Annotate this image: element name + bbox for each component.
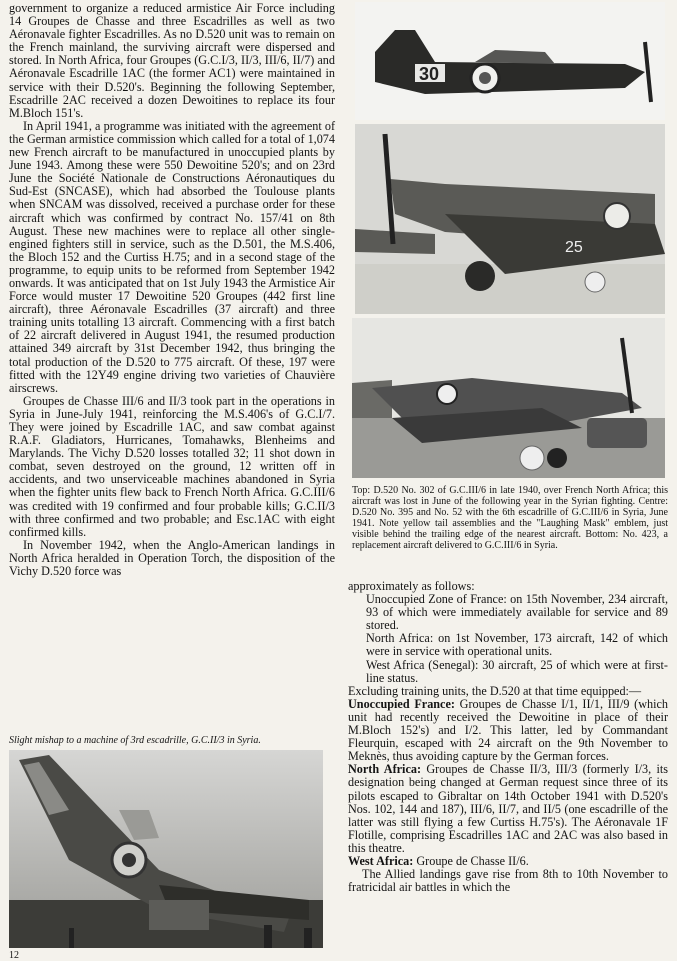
replacement-aircraft-photo	[352, 318, 665, 478]
mishap-aircraft-photo	[9, 750, 323, 948]
unit-entry-text: Groupes de Chasse I/1, II/1, III/9 (which unit had recently received the Dewoitine in place of their M.Bloch 152's) and I/2. This latter, led by Commandant Fleurquin, escaped with 24 aircraft on the 9th November to Meknès, thus avoiding capture by the German forces.	[348, 696, 669, 764]
dispositions-intro: approximately as follows:	[348, 579, 475, 593]
left-paragraph-3: Groupes de Chasse III/6 and II/3 took part in the operations in Syria in June-July 1941, reinforcing the M.S.406's of G.C.I/7. They were joined by Escadrille 1AC, and saw combat against R.A.F. Gladiators, Hurricanes, Tomahawks, Blenheims and Marylands. The Vichy D.520 losses totalled 32; 11 shot down in combat, seven destroyed on the ground, 12 written off in accidents, and two unserviceable machines abandoned in Syria when the fighter units flew back to French North Africa. G.C.III/6 was credited with 19 confirmed and four probable kills; G.C.II/3 with three confirmed and two probable; and Esc.1AC with eight confirmed kills.	[9, 393, 335, 539]
right-text-column	[348, 580, 668, 894]
mid-photo-number: 25	[565, 239, 583, 256]
unit-entry-label: West Africa:	[348, 853, 414, 868]
photos-caption: Top: D.520 No. 302 of G.C.III/6 in late 1940, over French North Africa; this aircraft was lost in June of the following year in the Syrian fighting. Centre: D.520 No. 395 and No. 52 with the 6th escadrille of G.C.III/6 in Syria, June 1941. Note yellow tail assemblies and the "Laughing Mask" emblem, just visible behind the trailing edge of the nearest aircraft. Bottom: No. 423, a replacement aircraft delivered to G.C.III/6 in Syria.	[352, 485, 668, 551]
unit-entry	[348, 763, 668, 855]
excluding-training-text: Excluding training units, the D.520 at that time equipped:—	[348, 683, 642, 698]
unit-entry-text: Groupes de Chasse II/3, III/3 (formerly I/3, its designation being changed at German request since three of its pilots escaped to Gibraltar on 14th October 1941 with D.520's Nos. 102, 144 and 187), III/6, II/7, and II/5 (one escadrille of the latter was still flying a few Curtiss H.75's). The Aéronavale 1F Flotille, comprising Escadrilles 1AC and 2AC was also based in this theatre.	[348, 762, 669, 855]
disposition-item: Unoccupied Zone of France: on 15th November, 234 aircraft, 93 of which were immediately available for service and 89 stored.	[366, 592, 668, 633]
left-photo-caption: Slight mishap to a machine of 3rd escadrille, G.C.II/3 in Syria.	[9, 735, 261, 746]
disposition-item: West Africa (Senegal): 30 aircraft, 25 of which were at first-line status.	[366, 657, 668, 685]
top-photo-number: 30	[419, 64, 440, 84]
left-paragraph-1: government to organize a reduced armistice Air Force including 14 Groupes de Chasse and three Escadrilles as well as two Aéronavale fighter Escadrilles. As no D.520 unit was to remain on the French mainland, the surviving aircraft were dispersed and stored. In North Africa, four Groupes (G.C.I/3, II/3, III/6, II/7) and Aéronavale Escadrille 1AC (the former AC1) were maintained in service with their D.520's. Beginning the following September, Escadrille 2AC received a dozen Dewoitines to replace its four M.Bloch 151's.	[9, 1, 335, 120]
final-paragraph: The Allied landings gave rise from 8th to 10th November to fratricidal air battles in which the	[348, 867, 668, 895]
unit-entry	[348, 698, 668, 763]
aircraft-in-flight-photo	[355, 2, 665, 120]
aircraft-parked-syria-photo	[355, 124, 665, 314]
disposition-item: North Africa: on 1st November, 173 aircraft, 142 of which were in service with operational units.	[366, 631, 668, 659]
page-number: 12	[9, 950, 19, 961]
unit-entry-label: North Africa:	[348, 762, 422, 777]
unit-entry-text: Groupe de Chasse II/6.	[416, 853, 529, 868]
unit-entry-label: Unoccupied France:	[348, 696, 455, 711]
left-paragraph-4: In November 1942, when the Anglo-American landings in North Africa heralded in Operation Torch, the disposition of the Vichy D.520 force was	[9, 537, 335, 579]
left-paragraph-2: In April 1941, a programme was initiated with the agreement of the German armistice commission which called for a total of 1,074 new French aircraft to be manufactured in unoccupied plants by June 1943. Among these were 550 Dewoitine 520's; and on 23rd June the Société Nationale de Constructions Aéronautiques du Sud-Est (SNCASE), which had absorbed the Toulouse plants when SNCAM was dissolved, received a purchase order for these aircraft which was confirmed by contract No. 157/41 on 8th August. These new machines were to replace all other single-engined fighters still in service, such as the D.501, the M.S.406, the Bloch 152 and the Curtiss H.75; and in a second stage of the programme, to equip units to be reformed from September 1942 onwards. It was anticipated that on 1st July 1943 the Armistice Air Force would muster 17 Dewoitine 520 Groupes (442 first line aircraft), three Aéronavale Escadrilles (37 aircraft) and three training units totalling 13 aircraft. Commencing with a first batch of 22 aircraft delivered in August 1941, the resumed production attained 349 aircraft by 31st December 1942, thus bringing the total production of the D.520 to 775 aircraft. Of these, 197 were fitted with the 12Y49 engine driving two varieties of Chauvière airscrews.	[9, 118, 335, 395]
left-text-column	[9, 2, 335, 578]
